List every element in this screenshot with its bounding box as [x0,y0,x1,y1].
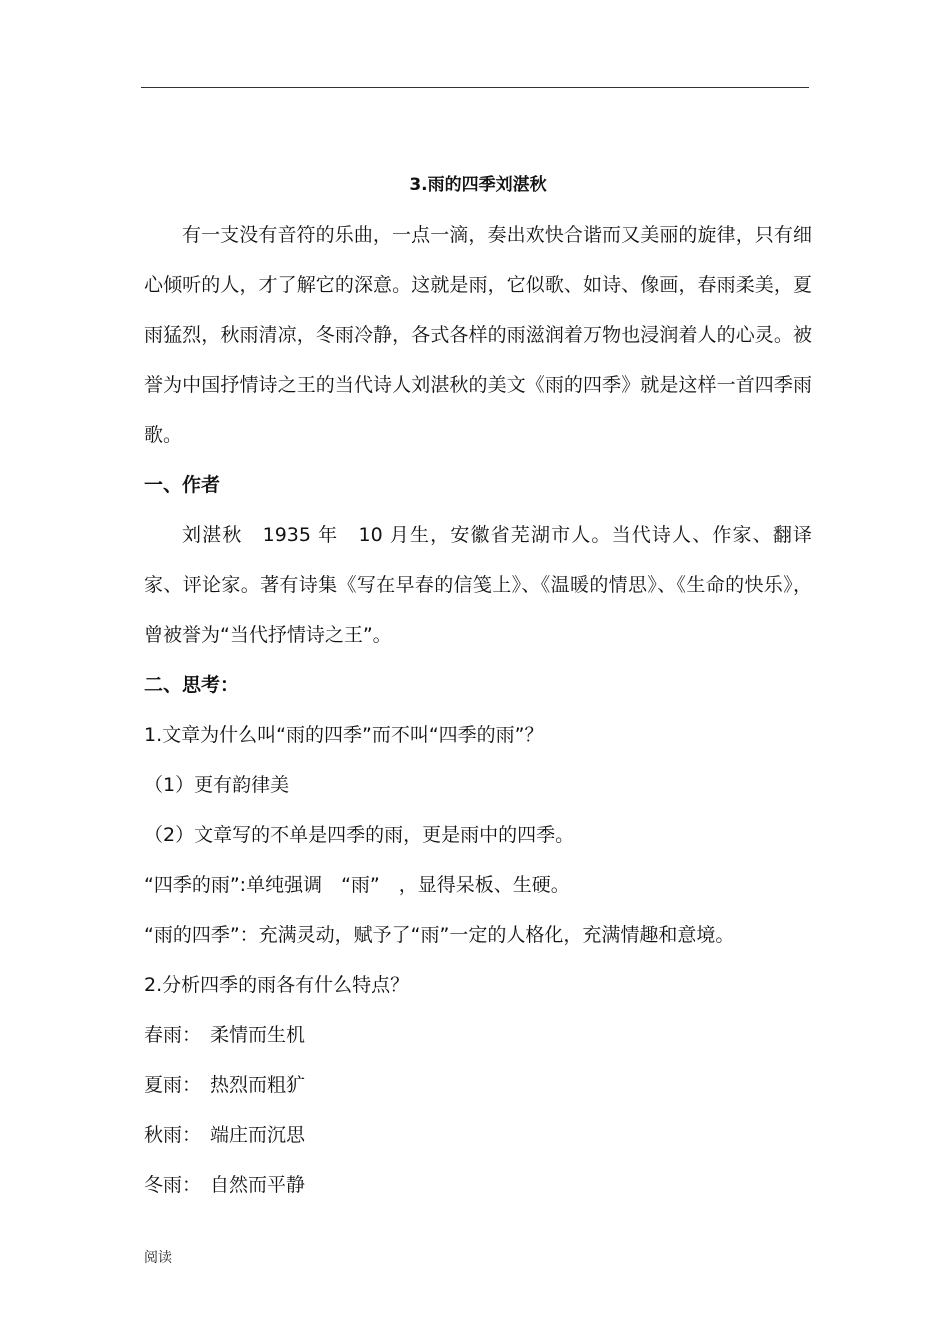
header-rule [141,87,809,88]
season-desc: 热烈而粗犷 [210,1074,306,1096]
answer-1-point-2: （2）文章写的不单是四季的雨，更是雨中的四季。 [144,824,575,846]
document-title: 3.雨的四季刘湛秋 [409,175,547,195]
question-1: 1.文章为什么叫“雨的四季”而不叫“四季的雨”？ [144,724,544,746]
section-heading-thinking: 二、思考： [144,674,240,696]
season-autumn [144,1110,812,1160]
season-desc: 柔情而生机 [210,1024,306,1046]
document-body [144,160,812,1210]
season-desc: 自然而平静 [210,1174,306,1196]
season-desc: 端庄而沉思 [210,1124,306,1146]
answer-1-point-1: （1）更有韵律美 [144,774,290,796]
season-label: 秋雨： [144,1124,202,1146]
author-paragraph: 刘湛秋 1935 年 10 月生，安徽省芜湖市人。当代诗人、作家、翻译家、评论家。著有诗集《写在早春的信笺上》、《温暖的情思》、《生命的快乐》，曾被誉为“当代抒情诗之王”。 [144,524,812,646]
season-spring [144,1010,812,1060]
question-2: 2.分析四季的雨各有什么特点？ [144,974,410,996]
season-label: 冬雨： [144,1174,202,1196]
season-winter [144,1160,812,1210]
season-summer [144,1060,812,1110]
answer-1-note-1: “四季的雨”:单纯强调 “雨” ，显得呆板、生硬。 [144,874,570,896]
section-heading-author: 一、作者 [144,474,221,496]
season-label: 春雨： [144,1024,202,1046]
season-label: 夏雨： [144,1074,202,1096]
intro-paragraph: 有一支没有音符的乐曲，一点一滴，奏出欢快合谐而又美丽的旋律，只有细心倾听的人，才了解它的深意。这就是雨，它似歌、如诗、像画，春雨柔美，夏雨猛烈，秋雨清凉，冬雨冷静，各式各样的雨滋润着万物也浸润着人的心灵。被誉为中国抒情诗之王的当代诗人刘湛秋的美文《雨的四季》就是这样一首四季雨歌。 [144,224,812,446]
answer-1-note-2: “雨的四季”：充满灵动，赋予了“雨”一定的人格化，充满情趣和意境。 [144,924,735,946]
page-footer: 阅读 [144,1250,172,1266]
